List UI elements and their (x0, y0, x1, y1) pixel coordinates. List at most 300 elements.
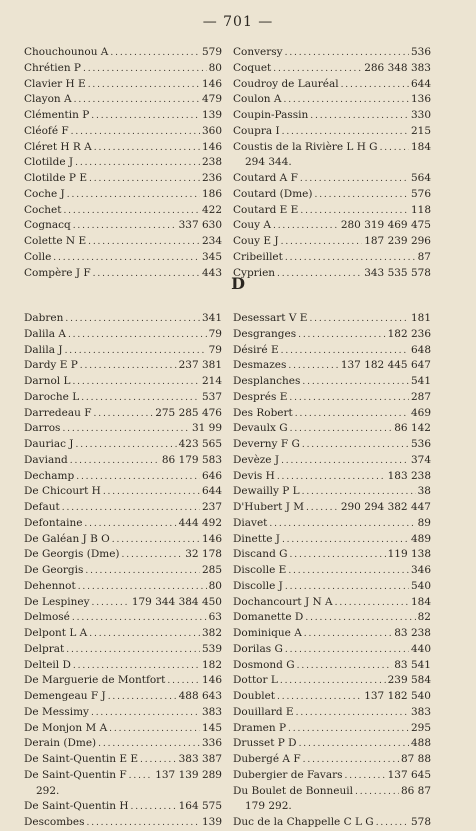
index-entry (24, 140, 222, 156)
entry-pages: 564 (410, 172, 431, 184)
entry-name: Delpont L A (24, 627, 88, 639)
index-entry (24, 500, 222, 516)
entry-name: Dinette J (233, 532, 280, 545)
entry-name: Devis H (233, 469, 275, 482)
entry-pages: 237 (201, 501, 222, 513)
entry-name: 292. (36, 784, 60, 797)
entry-pages: 540 (410, 579, 431, 592)
entry-pages: 182 (201, 658, 222, 671)
dot-leader (87, 815, 200, 831)
entry-pages: 179 344 384 450 (131, 595, 222, 608)
entry-name: De Lespiney (24, 595, 90, 608)
index-entry (233, 187, 431, 203)
dot-leader (280, 673, 386, 689)
entry-pages: 360 (201, 124, 222, 137)
dot-leader (305, 610, 415, 626)
index-entry (24, 799, 222, 815)
dot-leader (376, 815, 409, 831)
entry-name: Derain (Dme) (24, 737, 97, 750)
entry-pages: 443 (201, 266, 222, 279)
index-entry (233, 705, 431, 721)
index-column-d-right (233, 311, 431, 831)
index-entry (233, 579, 431, 595)
dot-leader (281, 234, 363, 250)
dot-leader (78, 579, 207, 595)
entry-pages: 374 (410, 453, 431, 466)
dot-leader (72, 374, 200, 390)
entry-name: Chrétien P (24, 61, 81, 74)
dot-leader (74, 92, 200, 108)
index-entry (233, 547, 431, 563)
index-entry (24, 469, 222, 485)
entry-pages: 83 238 (394, 627, 431, 639)
dot-leader (299, 736, 409, 752)
index-entry-continuation (233, 155, 431, 171)
entry-name: Dewailly P L (233, 485, 300, 498)
entry-name: Darnol L (24, 375, 71, 387)
index-entry (24, 658, 222, 674)
dot-leader (285, 45, 409, 61)
entry-name: Darros (24, 422, 61, 435)
entry-pages: 238 (201, 156, 222, 169)
entry-name: Delmosé (24, 611, 70, 624)
index-column-c-right (233, 45, 431, 281)
dot-leader (140, 752, 177, 768)
dot-leader (281, 453, 409, 469)
entry-name: Douillard E (233, 705, 294, 718)
dot-leader (380, 140, 409, 156)
dot-leader (72, 610, 207, 626)
index-entry (233, 45, 431, 61)
entry-name: Dochancourt J N A (233, 595, 333, 608)
index-column-d-left (24, 311, 222, 831)
dot-leader (81, 390, 200, 406)
index-entry (233, 642, 431, 658)
index-entry (233, 327, 431, 343)
entry-name: Daroche L (24, 390, 80, 403)
entry-name: De Marguerie de Montfort (24, 674, 166, 687)
entry-pages: 579 (201, 46, 222, 58)
index-entry (24, 563, 222, 579)
entry-pages: 137 182 445 647 (340, 359, 431, 372)
index-entry (24, 108, 222, 124)
entry-pages: 239 584 (387, 674, 431, 687)
index-column-c-left (24, 45, 222, 281)
dot-leader (98, 736, 200, 752)
dot-leader (112, 532, 200, 548)
dot-leader (310, 108, 409, 124)
entry-pages: 184 (410, 595, 431, 608)
entry-name: Désiré E (233, 343, 279, 356)
entry-pages: 182 236 (387, 327, 431, 340)
entry-name: Du Boulet de Bonneuil (233, 784, 353, 797)
entry-pages: 137 182 540 (364, 690, 431, 702)
index-entry (24, 484, 222, 500)
index-entry (233, 108, 431, 124)
index-entry (24, 642, 222, 658)
entry-name: Desgranges (233, 327, 297, 340)
dot-leader (285, 642, 409, 658)
dot-leader (304, 626, 392, 642)
index-entry (24, 752, 222, 768)
entry-name: De Saint-Quentin H (24, 800, 129, 813)
index-entry (24, 203, 222, 219)
dot-leader (306, 500, 339, 516)
index-entry (233, 92, 431, 108)
dot-leader (273, 61, 362, 77)
dot-leader (335, 595, 409, 611)
entry-pages: 186 (201, 187, 222, 200)
dot-leader (131, 799, 177, 815)
entry-name: Discolle E (233, 564, 287, 576)
dot-leader (91, 705, 200, 721)
entry-name: Dorilas G (233, 642, 283, 655)
entry-name: Diavet (233, 516, 268, 529)
entry-pages: 330 (410, 109, 431, 121)
entry-name: Devèze J (233, 453, 280, 466)
index-entry (24, 516, 222, 532)
entry-name: Defaut (24, 501, 60, 513)
entry-pages: 576 (410, 187, 431, 200)
index-entry (233, 500, 431, 516)
dot-leader (94, 140, 200, 156)
entry-pages: 146 (201, 532, 222, 545)
entry-name: Coupra I (233, 124, 280, 137)
index-entry (24, 705, 222, 721)
entry-pages: 541 (410, 375, 431, 387)
entry-pages: 346 (410, 564, 431, 576)
entry-pages: 345 (201, 250, 222, 263)
entry-pages: 341 (201, 312, 222, 324)
section-letter-heading: D (231, 274, 245, 293)
entry-pages: 646 (201, 469, 222, 482)
entry-name: Couy E J (233, 235, 279, 247)
index-entry (24, 626, 222, 642)
entry-name: Clotilde J (24, 156, 74, 169)
entry-pages: 578 (410, 816, 431, 828)
dot-leader (65, 343, 207, 359)
entry-pages: 32 178 (185, 548, 222, 561)
entry-name: Cléret H R A (24, 140, 92, 153)
index-entry (24, 437, 222, 453)
dot-leader (89, 171, 200, 187)
dot-leader (273, 218, 339, 234)
entry-pages: 382 (201, 627, 222, 639)
index-entry (24, 532, 222, 548)
entry-name: 294 344. (245, 156, 292, 169)
entry-name: Discolle J (233, 579, 283, 592)
dot-leader (62, 421, 190, 437)
index-entry (233, 218, 431, 234)
entry-pages: 286 348 383 (364, 61, 431, 74)
entry-pages: 383 387 (178, 753, 222, 765)
entry-name: Dubergier de Favars (233, 768, 343, 781)
entry-name: Dominique A (233, 627, 302, 639)
dot-leader (122, 547, 184, 563)
entry-name: Delteil D (24, 658, 71, 671)
entry-name: Clémentin P (24, 109, 90, 121)
index-entry (233, 406, 431, 422)
entry-pages: 86 179 583 (161, 453, 222, 466)
entry-name: Duc de la Chappelle C L G (233, 816, 374, 828)
entry-pages: 184 (410, 140, 431, 153)
entry-name: Coulon A (233, 93, 282, 106)
index-entry (24, 768, 222, 784)
entry-pages: 146 (201, 674, 222, 687)
entry-pages: 181 (410, 312, 431, 324)
dot-leader (288, 721, 409, 737)
entry-name: Dalila A (24, 327, 66, 340)
dot-leader (85, 563, 200, 579)
entry-pages: 537 (201, 390, 222, 403)
entry-name: Dubergé A F (233, 753, 301, 765)
entry-name: Deverny F G (233, 438, 300, 450)
index-entry (233, 736, 431, 752)
dot-leader (167, 673, 200, 689)
entry-pages: 422 (201, 203, 222, 216)
entry-pages: 87 (417, 250, 431, 263)
index-entry (24, 218, 222, 234)
dot-leader (63, 203, 200, 219)
entry-name: Dabren (24, 312, 64, 324)
entry-pages: 275 285 476 (155, 406, 222, 419)
dot-leader (341, 77, 409, 93)
entry-pages: 489 (410, 532, 431, 545)
dot-leader (355, 784, 399, 800)
entry-name: Desessart V E (233, 312, 308, 324)
entry-pages: 80 (208, 61, 222, 74)
entry-name: Compère J F (24, 266, 91, 279)
index-entry (24, 234, 222, 250)
entry-name: De Galéan J B O (24, 532, 110, 545)
entry-name: Delprat (24, 642, 65, 655)
entry-name: De Monjon M A (24, 721, 108, 734)
entry-name: 179 292. (245, 800, 292, 813)
dot-leader (281, 343, 409, 359)
entry-pages: 236 (201, 172, 222, 184)
dot-leader (269, 516, 415, 532)
dot-leader (302, 374, 409, 390)
entry-pages: 536 (410, 46, 431, 58)
index-entry (233, 595, 431, 611)
dot-leader (75, 155, 200, 171)
dot-leader (296, 705, 409, 721)
entry-name: Drusset P D (233, 737, 297, 750)
dot-leader (285, 250, 416, 266)
entry-name: Colle (24, 250, 52, 263)
index-entry (233, 453, 431, 469)
index-entry (233, 250, 431, 266)
dot-leader (288, 563, 409, 579)
dot-leader (73, 658, 200, 674)
dot-leader (108, 689, 177, 705)
dot-leader (300, 171, 409, 187)
index-entry (233, 610, 431, 626)
entry-pages: 287 (410, 390, 431, 403)
entry-name: Chouchounou A (24, 46, 109, 58)
entry-pages: 644 (201, 485, 222, 498)
entry-pages: 644 (410, 77, 431, 90)
index-entry (24, 406, 222, 422)
dot-leader (282, 532, 409, 548)
entry-pages: 119 138 (387, 548, 431, 561)
index-entry (233, 784, 431, 800)
dot-leader (66, 642, 200, 658)
index-entry (233, 171, 431, 187)
index-entry (233, 437, 431, 453)
dot-leader (76, 437, 177, 453)
entry-name: Cognacq (24, 219, 71, 232)
entry-pages: 136 (410, 93, 431, 106)
entry-pages: 285 (201, 564, 222, 576)
entry-pages: 139 (201, 816, 222, 828)
index-entry (24, 453, 222, 469)
dot-leader (109, 721, 200, 737)
index-entry (24, 124, 222, 140)
index-entry (233, 203, 431, 219)
index-entry (24, 673, 222, 689)
index-entry (24, 250, 222, 266)
entry-name: Cribeillet (233, 250, 283, 263)
entry-pages: 118 (410, 203, 431, 216)
dot-leader (289, 390, 409, 406)
dot-leader (303, 752, 399, 768)
entry-pages: 280 319 469 475 (340, 219, 431, 232)
dot-leader (285, 579, 409, 595)
dot-leader (288, 358, 338, 374)
index-entry (24, 390, 222, 406)
entry-name: Doublet (233, 690, 276, 702)
dot-leader (277, 689, 362, 705)
dot-leader (89, 626, 200, 642)
dot-leader (290, 421, 393, 437)
entry-pages: 215 (410, 124, 431, 137)
entry-pages: 137 645 (387, 768, 431, 781)
dot-leader (91, 108, 200, 124)
index-entry (24, 547, 222, 563)
index-entry (233, 768, 431, 784)
dot-leader (290, 547, 386, 563)
index-entry (24, 92, 222, 108)
entry-name: Discand G (233, 548, 288, 561)
index-entry (24, 61, 222, 77)
index-entry (233, 234, 431, 250)
entry-name: Cochet (24, 203, 62, 216)
entry-name: D'Hubert J M (233, 501, 305, 513)
entry-name: Coche J (24, 187, 65, 200)
dot-leader (345, 768, 386, 784)
index-entry (24, 171, 222, 187)
entry-name: Dechamp (24, 469, 75, 482)
index-entry (233, 721, 431, 737)
entry-name: Coupin-Passin (233, 109, 309, 121)
entry-name: Coutard A F (233, 172, 298, 184)
dot-leader (298, 327, 385, 343)
entry-pages: 343 535 578 (364, 266, 431, 279)
dot-leader (73, 218, 177, 234)
entry-name: Dehennot (24, 579, 76, 592)
entry-pages: 80 (208, 579, 222, 592)
entry-name: Descombes (24, 816, 85, 828)
entry-pages: 444 492 (178, 516, 222, 529)
index-entry (24, 595, 222, 611)
entry-name: De Saint-Quentin F (24, 768, 127, 781)
index-entry (24, 343, 222, 359)
entry-name: Dardy E P (24, 359, 78, 372)
dot-leader (65, 311, 200, 327)
entry-pages: 440 (410, 642, 431, 655)
entry-name: Dottor L (233, 674, 278, 687)
entry-name: Daviand (24, 453, 68, 466)
index-entry (233, 358, 431, 374)
index-entry (24, 579, 222, 595)
entry-pages: 87 88 (400, 753, 431, 765)
dot-leader (302, 484, 416, 500)
index-entry (233, 484, 431, 500)
index-entry (233, 311, 431, 327)
entry-pages: 137 139 289 (155, 768, 222, 781)
index-entry (233, 658, 431, 674)
entry-pages: 63 (208, 611, 222, 624)
entry-pages: 83 541 (394, 658, 431, 671)
index-entry (24, 327, 222, 343)
index-entry (233, 626, 431, 642)
index-entry (24, 187, 222, 203)
index-entry (233, 421, 431, 437)
entry-name: Coquet (233, 61, 272, 74)
entry-pages: 295 (410, 721, 431, 734)
entry-name: Clotilde P E (24, 172, 87, 184)
dot-leader (302, 437, 409, 453)
dot-leader (67, 187, 200, 203)
entry-name: Desplanches (233, 375, 301, 387)
entry-pages: 536 (410, 438, 431, 450)
entry-pages: 183 238 (387, 469, 431, 482)
entry-pages: 86 87 (400, 784, 431, 797)
entry-name: Clavier H E (24, 77, 86, 90)
dot-leader (80, 358, 177, 374)
entry-name: Darredeau F (24, 406, 92, 419)
entry-pages: 237 381 (178, 359, 222, 372)
entry-pages: 146 (201, 77, 222, 90)
entry-name: Devaulx G (233, 422, 288, 435)
entry-pages: 187 239 296 (364, 235, 431, 247)
entry-pages: 79 (208, 343, 222, 356)
index-entry (233, 815, 431, 831)
index-entry (233, 563, 431, 579)
index-entry (24, 421, 222, 437)
entry-pages: 145 (201, 721, 222, 734)
dot-leader (110, 45, 200, 61)
index-entry (233, 752, 431, 768)
index-entry (24, 610, 222, 626)
entry-pages: 146 (201, 140, 222, 153)
entry-name: Dosmond G (233, 658, 295, 671)
dot-leader (92, 595, 130, 611)
dot-leader (70, 453, 160, 469)
entry-name: De Saint-Quentin E E (24, 753, 139, 765)
entry-pages: 423 565 (178, 438, 222, 450)
index-entry (233, 124, 431, 140)
entry-name: Clayon A (24, 93, 72, 106)
index-entry-continuation (24, 784, 222, 800)
entry-pages: 89 (417, 516, 431, 529)
entry-pages: 139 (201, 109, 222, 121)
entry-pages: 31 99 (191, 422, 222, 435)
index-entry (24, 374, 222, 390)
dot-leader (129, 768, 154, 784)
index-entry (233, 374, 431, 390)
